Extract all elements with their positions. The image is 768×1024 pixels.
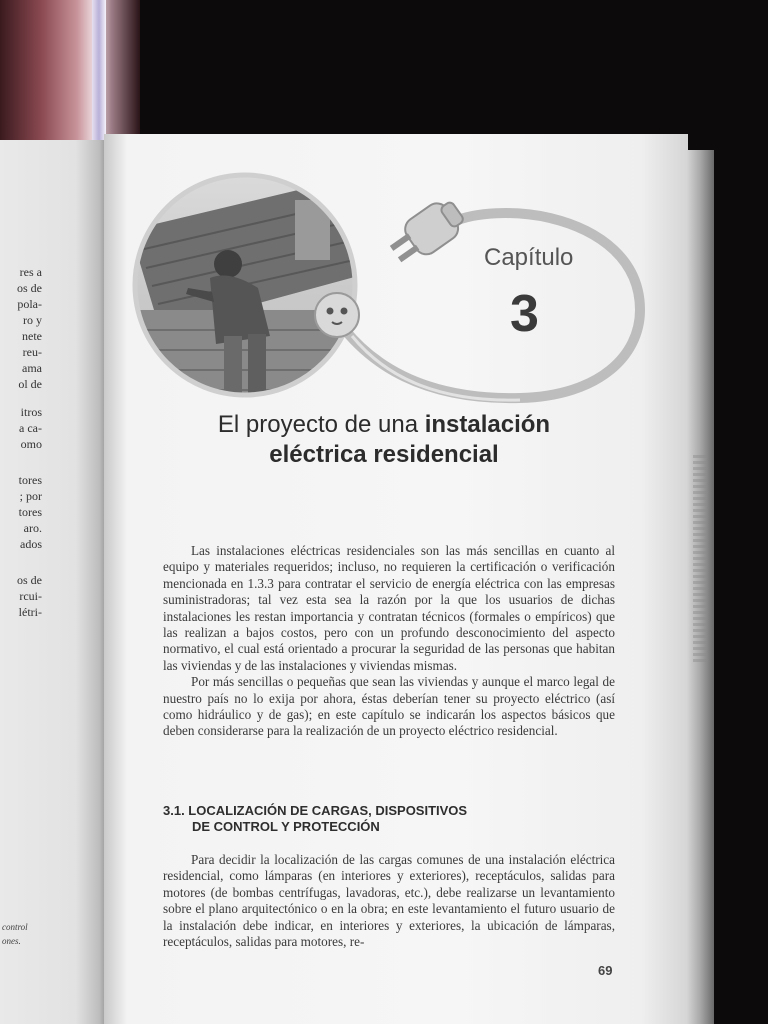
chapter-number: 3 bbox=[510, 285, 539, 343]
left-page-fragment: pola- bbox=[17, 297, 42, 311]
title-normal: El proyecto de una bbox=[217, 411, 425, 438]
left-page-fragment: nete bbox=[22, 329, 42, 343]
left-page-fragment: létri- bbox=[18, 605, 42, 619]
section-heading-line2: DE CONTROL Y PROTECCIÓN bbox=[192, 819, 380, 834]
electrician-photo bbox=[120, 160, 380, 410]
paragraph: Por más sencillas o pequeñas que sean las viviendas y aunque el marco legal de nuestro país no lo exija por ahora, éstas deberían tener su proyecto eléctrico (así como hidráulico y de gas); en este capítulo se indicarán los aspectos básicos que deben considerarse para la realización de un proyecto eléctrico residencial. bbox=[163, 674, 615, 739]
outlet-icon bbox=[315, 293, 359, 337]
chapter-title bbox=[148, 410, 620, 470]
paragraph: Para decidir la localización de las cargas comunes de una instalación eléctrica residencial, como lámparas (en interiores y exteriores), receptáculos, salidas para motores (de bombas centrífugas, lavadoras, etc.), debe realizarse un levantamiento sobre el plano arquitectónico o en la obra; en este levantamiento el futuro usuario de la instalación debe indicar, en interiores y exteriores, la ubicación de lámparas, receptáculos, salidas para motores, re- bbox=[163, 852, 615, 950]
left-page-fragment: tores bbox=[18, 473, 42, 487]
left-page-fragment: ados bbox=[20, 537, 42, 551]
left-page-fragment: aro. bbox=[23, 521, 42, 535]
left-page-fragment: ama bbox=[22, 361, 42, 375]
left-page-fragment: ol de bbox=[18, 377, 42, 391]
left-page-fragment: os de bbox=[17, 281, 42, 295]
left-page-fragment: itros bbox=[20, 405, 42, 419]
plug-icon bbox=[384, 194, 469, 270]
chapter-label: Capítulo bbox=[484, 244, 574, 271]
left-page-fragment: ; por bbox=[19, 489, 42, 503]
title-bold: instalación bbox=[424, 411, 551, 438]
left-page-fragment: omo bbox=[20, 437, 42, 451]
background-stripe bbox=[92, 0, 106, 150]
left-page-fragment: os de bbox=[17, 573, 42, 587]
title-bold-line2: eléctrica residencial bbox=[269, 441, 499, 468]
chapter-illustration bbox=[120, 160, 660, 410]
intro-text bbox=[163, 543, 615, 740]
left-page-fragment: rcui- bbox=[19, 589, 42, 603]
left-page-fragment: res a bbox=[19, 265, 42, 279]
section-heading bbox=[163, 803, 467, 835]
page-number: 69 bbox=[598, 963, 613, 978]
left-note-line: control bbox=[2, 922, 28, 932]
left-page-fragment: reu- bbox=[22, 345, 42, 359]
paragraph: Las instalaciones eléctricas residenciales son las más sencillas en cuanto al equipo y materiales requeridos; incluso, no requieren la certificación o verificación mencionada en 1.3.3 para contratar el servicio de energía eléctrica con las empresas suministradoras; tal vez esta sea la razón por la que los usuarios de dichas instalaciones les restan importancia y contratan técnicos (formales o empíricos) que las realizan a bajos costos, pero con un profundo desconocimiento del aspecto normativo, el cual está orientado a procurar la seguridad de las personas que habitan las viviendas y de las instalaciones y viviendas mismas. bbox=[163, 543, 615, 673]
left-page-fragment: ro y bbox=[23, 313, 42, 327]
left-page-fragment: a ca- bbox=[19, 421, 42, 435]
left-page-fragment: tores bbox=[18, 505, 42, 519]
left-note-line: ones. bbox=[2, 936, 21, 946]
section-heading-line1: 3.1. LOCALIZACIÓN DE CARGAS, DISPOSITIVOS bbox=[163, 803, 468, 818]
page-edge-print bbox=[693, 455, 707, 665]
section-text bbox=[163, 852, 615, 950]
